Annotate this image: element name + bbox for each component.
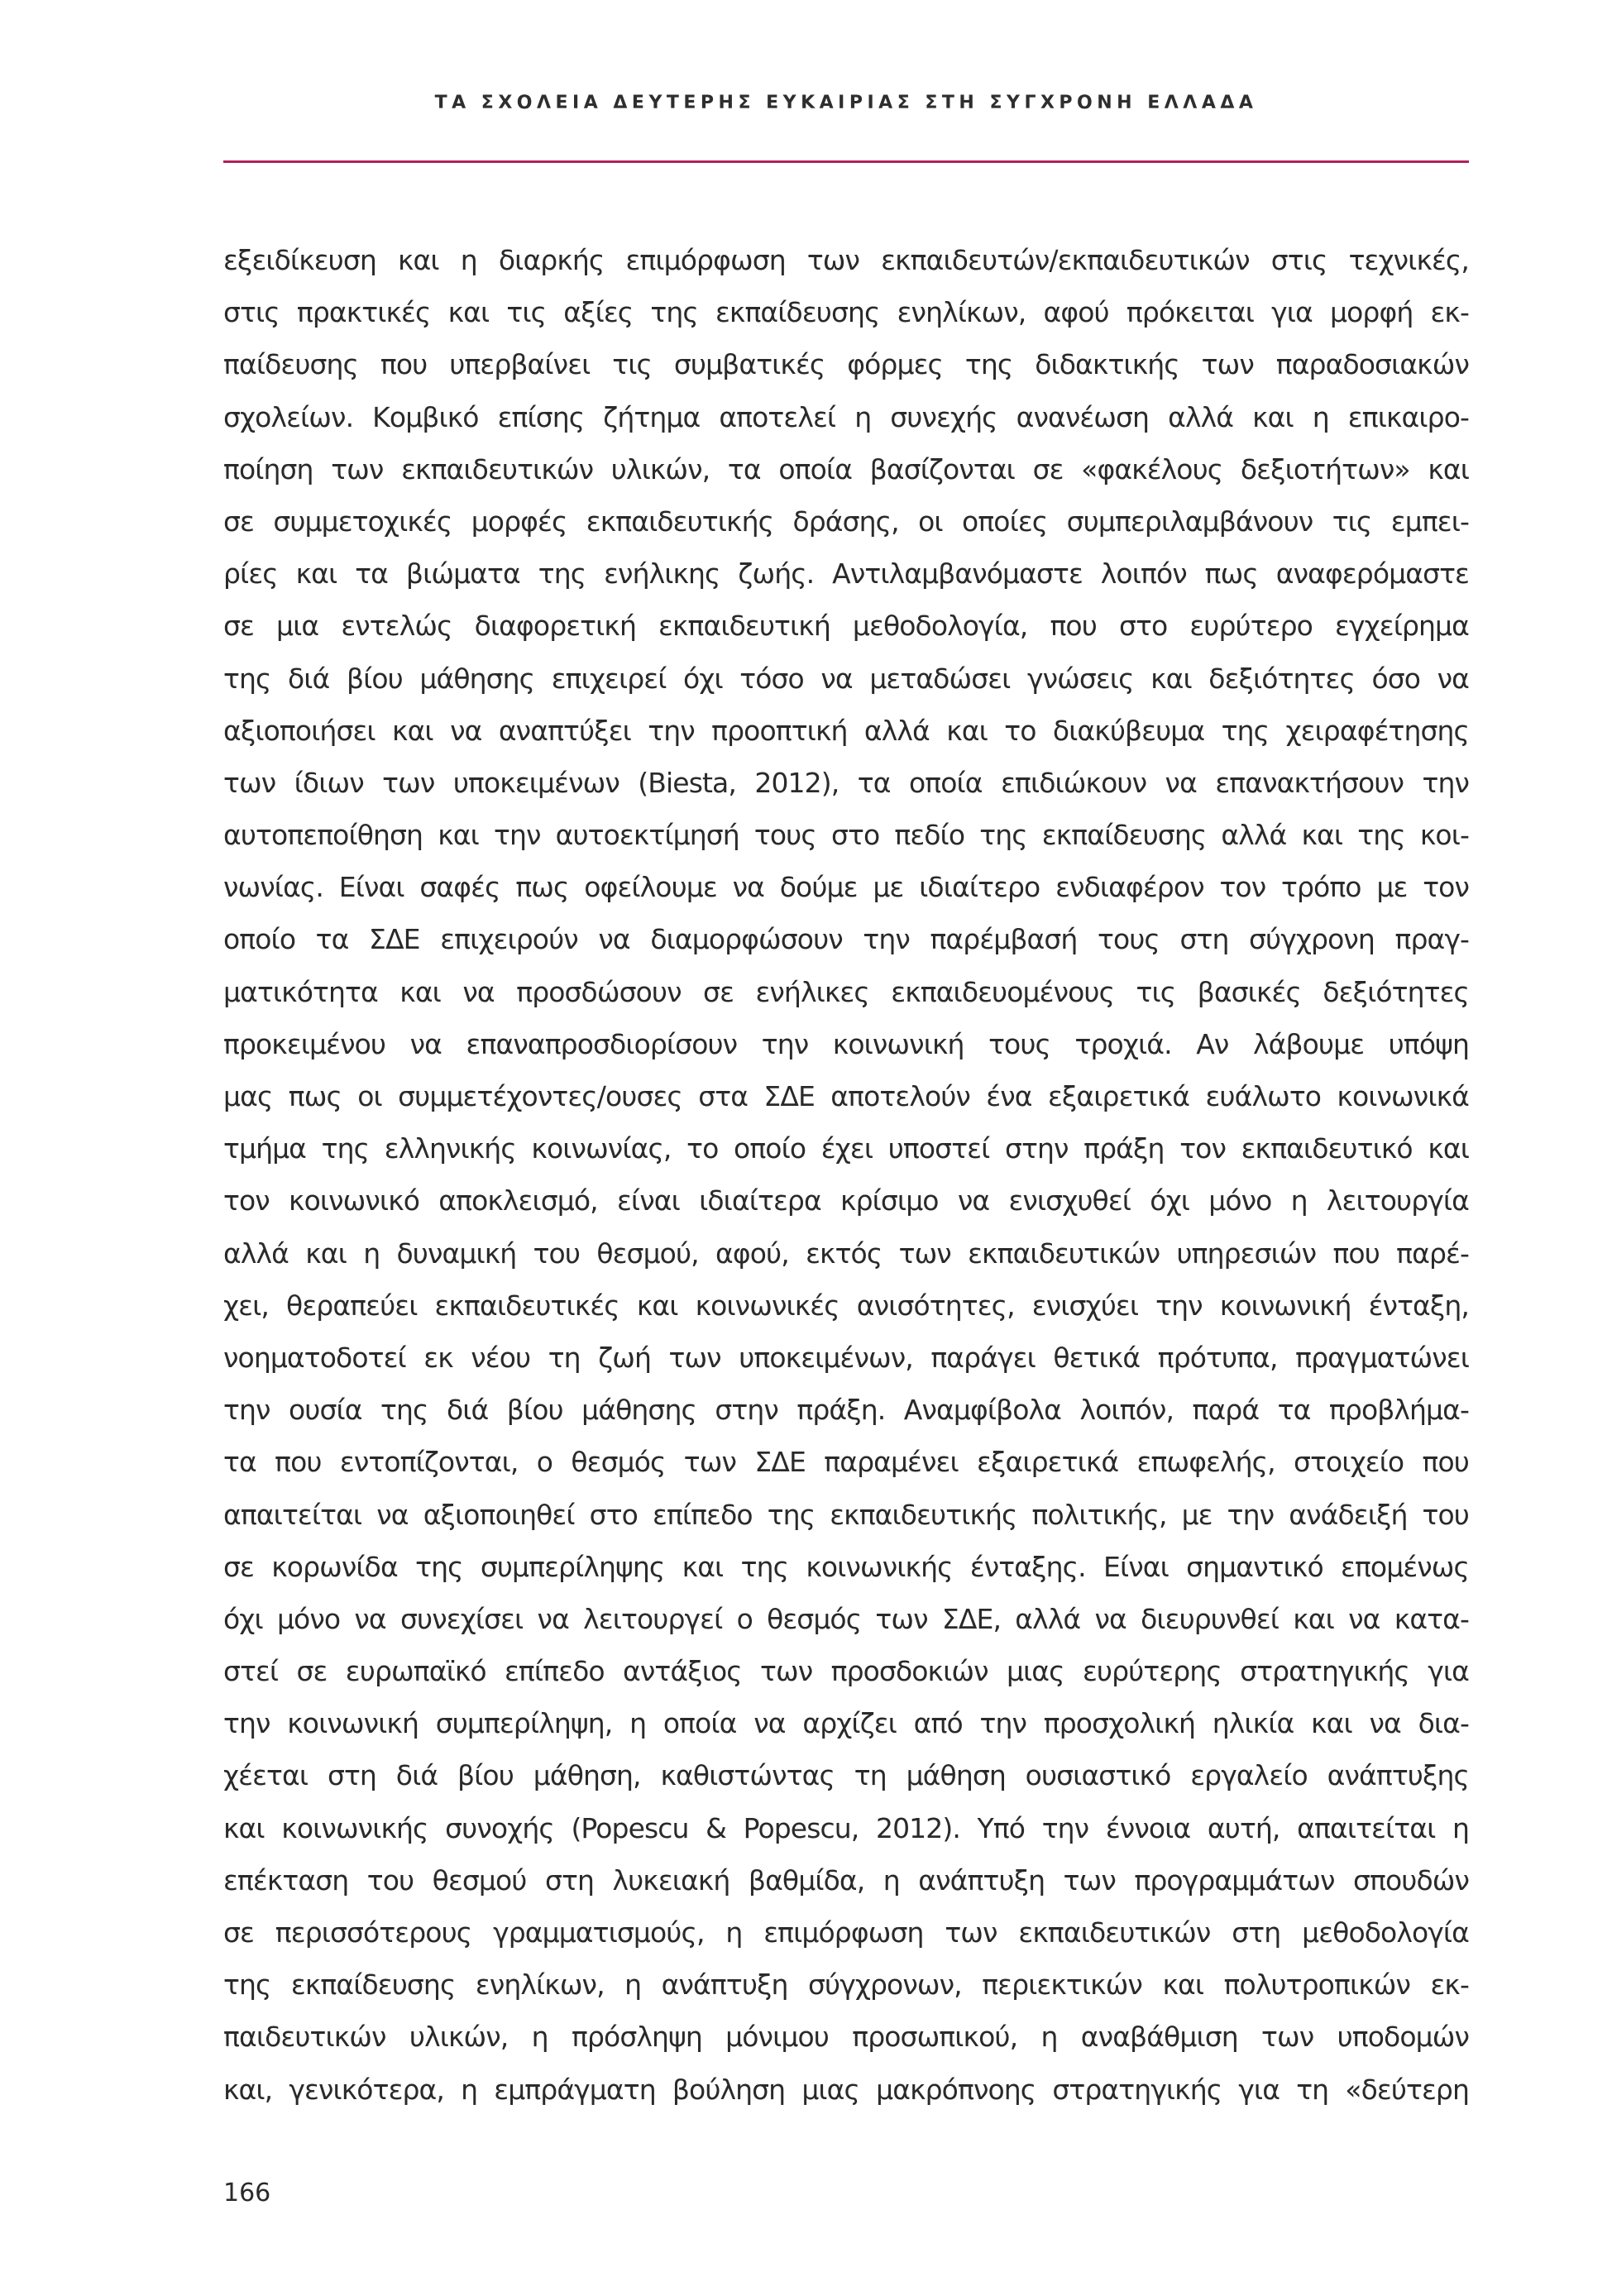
text-line: στεί σε ευρωπαϊκό επίπεδο αντάξιος των προσδοκιών μιας ευρύτερης στρατηγικής για	[223, 1655, 1469, 1688]
text-line: τον κοινωνικό αποκλεισμό, είναι ιδιαίτερα κρίσιμο να ενισχυθεί όχι μόνο η λειτουργία	[223, 1184, 1469, 1217]
text-line: παιδευτικών υλικών, η πρόσληψη μόνιμου προσωπικού, η αναβάθμιση των υποδομών	[223, 2021, 1469, 2054]
text-line: οποίο τα ΣΔΕ επιχειρούν να διαμορφώσουν την παρέμβασή τους στη σύγχρονη πραγ-	[223, 923, 1469, 956]
text-line: σε μια εντελώς διαφορετική εκπαιδευτική μεθοδολογία, που στο ευρύτερο εγχείρημα	[223, 610, 1469, 643]
body-text	[223, 234, 1469, 2116]
text-line: όχι μόνο να συνεχίσει να λειτουργεί ο θεσμός των ΣΔΕ, αλλά να διευρυνθεί και να κατα-	[223, 1602, 1469, 1635]
text-line: των ίδιων των υποκειμένων (Biesta, 2012), τα οποία επιδιώκουν να επανακτήσουν την	[223, 766, 1469, 799]
text-line: της εκπαίδευσης ενηλίκων, η ανάπτυξη σύγχρονων, περιεκτικών και πολυτροπικών εκ-	[223, 1968, 1469, 2002]
text-line: αυτοπεποίθηση και την αυτοεκτίμησή τους στο πεδίο της εκπαίδευσης αλλά και της κοι-	[223, 819, 1469, 852]
text-line: σχολείων. Κομβικό επίσης ζήτημα αποτελεί η συνεχής ανανέωση αλλά και η επικαιρο-	[223, 400, 1469, 433]
text-line: σε περισσότερους γραμματισμούς, η επιμόρφωση των εκπαιδευτικών στη μεθοδολογία	[223, 1916, 1469, 1949]
header-rule	[223, 160, 1469, 163]
text-line: μας πως οι συμμετέχοντες/ουσες στα ΣΔΕ αποτελούν ένα εξαιρετικά ευάλωτο κοινωνικά	[223, 1080, 1469, 1112]
text-line: σε κορωνίδα της συμπερίληψης και της κοινωνικής ένταξης. Είναι σημαντικό επομένως	[223, 1550, 1469, 1583]
text-line: της διά βίου μάθησης επιχειρεί όχι τόσο να μεταδώσει γνώσεις και δεξιότητες όσο να	[223, 662, 1469, 695]
text-line: την κοινωνική συμπερίληψη, η οποία να αρχίζει από την προσχολική ηλικία και να δια-	[223, 1707, 1469, 1740]
text-line: νοηματοδοτεί εκ νέου τη ζωή των υποκειμένων, παράγει θετικά πρότυπα, πραγματώνει	[223, 1341, 1469, 1374]
text-line: παίδευσης που υπερβαίνει τις συμβατικές φόρμες της διδακτικής των παραδοσιακών	[223, 348, 1469, 381]
text-line: ποίηση των εκπαιδευτικών υλικών, τα οποία βασίζονται σε «φακέλους δεξιοτήτων» και	[223, 452, 1469, 486]
text-line: τα που εντοπίζονται, ο θεσμός των ΣΔΕ παραμένει εξαιρετικά επωφελής, στοιχείο που	[223, 1446, 1469, 1479]
text-line: τμήμα της ελληνικής κοινωνίας, το οποίο έχει υποστεί στην πράξη τον εκπαιδευτικό και	[223, 1132, 1469, 1165]
text-line: επέκταση του θεσμού στη λυκειακή βαθμίδα, η ανάπτυξη των προγραμμάτων σπουδών	[223, 1863, 1469, 1897]
text-line: αξιοποιήσει και να αναπτύξει την προοπτική αλλά και το διακύβευμα της χειραφέτησης	[223, 714, 1469, 747]
text-line: χει, θεραπεύει εκπαιδευτικές και κοινωνικές ανισότητες, ενισχύει την κοινωνική ένταξη,	[223, 1289, 1469, 1322]
text-line: την ουσία της διά βίου μάθησης στην πράξη. Αναμφίβολα λοιπόν, παρά τα προβλήμα-	[223, 1394, 1469, 1427]
text-line: χέεται στη διά βίου μάθηση, καθιστώντας τη μάθηση ουσιαστικό εργαλείο ανάπτυξης	[223, 1759, 1469, 1792]
running-header: ΤΑ ΣΧΟΛΕΙΑ ΔΕΥΤΕΡΗΣ ΕΥΚΑΙΡΙΑΣ ΣΤΗ ΣΥΓΧΡΟΝΗ ΕΛΛΑΔΑ	[434, 93, 1258, 113]
text-line: στις πρακτικές και τις αξίες της εκπαίδευσης ενηλίκων, αφού πρόκειται για μορφή εκ-	[223, 296, 1469, 329]
text-line: αλλά και η δυναμική του θεσμού, αφού, εκτός των εκπαιδευτικών υπηρεσιών που παρέ-	[223, 1236, 1469, 1270]
page-number: 166	[223, 2179, 271, 2208]
text-line: και, γενικότερα, η εμπράγματη βούληση μιας μακρόπνοης στρατηγικής για τη «δεύτερη	[223, 2073, 1469, 2106]
text-line: εξειδίκευση και η διαρκής επιμόρφωση των εκπαιδευτών/εκπαιδευτικών στις τεχνικές,	[223, 244, 1469, 276]
text-line: νωνίας. Είναι σαφές πως οφείλουμε να δούμε με ιδιαίτερο ενδιαφέρον τον τρόπο με τον	[223, 871, 1469, 904]
text-line: και κοινωνικής συνοχής (Popescu & Popescu, 2012). Υπό την έννοια αυτή, απαιτείται η	[223, 1811, 1469, 1844]
text-line: προκειμένου να επαναπροσδιορίσουν την κοινωνική τους τροχιά. Αν λάβουμε υπόψη	[223, 1027, 1469, 1060]
text-line: ματικότητα και να προσδώσουν σε ενήλικες εκπαιδευομένους τις βασικές δεξιότητες	[223, 975, 1469, 1008]
text-line: σε συμμετοχικές μορφές εκπαιδευτικής δράσης, οι οποίες συμπεριλαμβάνουν τις εμπει-	[223, 505, 1469, 538]
text-line: απαιτείται να αξιοποιηθεί στο επίπεδο της εκπαιδευτικής πολιτικής, με την ανάδειξή του	[223, 1498, 1469, 1531]
text-line: ρίες και τα βιώματα της ενήλικης ζωής. Αντιλαμβανόμαστε λοιπόν πως αναφερόμαστε	[223, 557, 1469, 591]
